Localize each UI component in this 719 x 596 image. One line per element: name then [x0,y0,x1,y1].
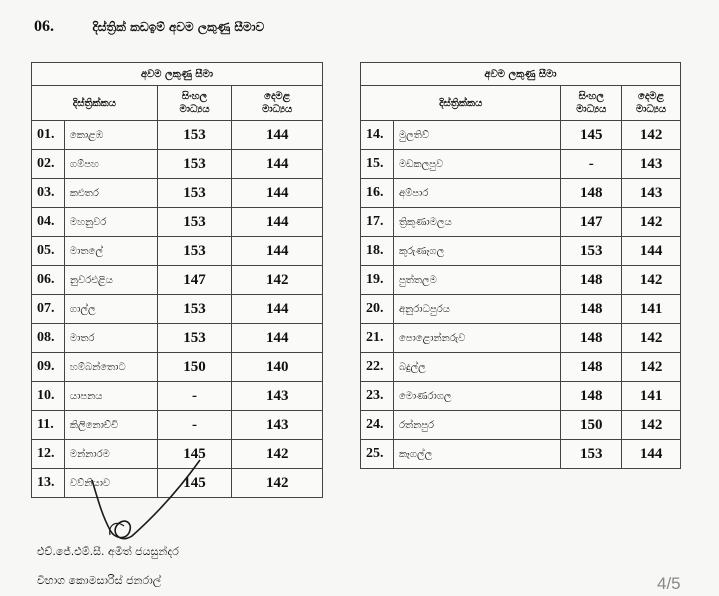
page-indicator: 4/5 [657,574,681,593]
row-number: 10. [32,382,65,411]
tamil-cutoff: 144 [232,237,323,266]
sinhala-cutoff: 153 [157,150,232,179]
district-name: පුත්තලම [393,266,560,295]
row-number: 25. [361,440,394,469]
row-number: 21. [361,324,394,353]
sinhala-cutoff: 148 [561,324,622,353]
tamil-cutoff: 141 [622,382,681,411]
sinhala-cutoff: 153 [157,208,232,237]
row-number: 20. [361,295,394,324]
district-name: කෑගල්ල [393,440,560,469]
section-number: 06. [34,18,54,35]
row-number: 18. [361,237,394,266]
tamil-cutoff: 142 [622,411,681,440]
sinhala-cutoff: 153 [157,237,232,266]
row-number: 02. [32,150,65,179]
district-name: කළුතර [64,179,157,208]
row-number: 23. [361,382,394,411]
tamil-cutoff: 144 [232,121,323,150]
sinhala-cutoff: - [157,411,232,440]
sinhala-cutoff: 148 [561,353,622,382]
sinhala-cutoff: 150 [157,353,232,382]
table-row [361,121,681,150]
tamil-cutoff: 144 [622,237,681,266]
tamil-cutoff: 144 [622,440,681,469]
tamil-medium-header: දෙමළ මාධ්‍යය [232,86,323,121]
row-number: 04. [32,208,65,237]
table-row [32,382,323,411]
district-name: අම්පාර [393,179,560,208]
table-row [32,266,323,295]
district-name: හම්බන්තොට [64,353,157,382]
sinhala-cutoff: 153 [157,121,232,150]
row-number: 15. [361,150,394,179]
district-name: රත්නපුර [393,411,560,440]
tamil-cutoff: 142 [622,353,681,382]
sinhala-cutoff: 147 [157,266,232,295]
tamil-cutoff: 143 [622,150,681,179]
row-number: 16. [361,179,394,208]
sinhala-medium-header: සිංහල මාධ්‍යය [157,86,232,121]
table-caption: අවම ලකුණු සීමා [32,63,323,86]
sinhala-cutoff: 147 [561,208,622,237]
tamil-cutoff: 142 [232,266,323,295]
sinhala-cutoff: 150 [561,411,622,440]
table-row [32,353,323,382]
tamil-cutoff: 144 [232,208,323,237]
district-name: මාතලේ [64,237,157,266]
row-number: 13. [32,469,65,498]
table-row [32,324,323,353]
table-row [361,179,681,208]
sinhala-cutoff: 145 [157,440,232,469]
row-number: 03. [32,179,65,208]
table-row [361,150,681,179]
sinhala-cutoff: 145 [157,469,232,498]
tamil-medium-header: දෙමළ මාධ්‍යය [622,86,681,121]
table-row [361,324,681,353]
signatory-title: විභාග කොමසාරිස් ජනරාල් [37,574,162,587]
row-number: 01. [32,121,65,150]
tamil-cutoff: 143 [622,179,681,208]
table-row [361,237,681,266]
tamil-cutoff: 140 [232,353,323,382]
tamil-cutoff: 142 [232,440,323,469]
district-name: වව්නියාව [64,469,157,498]
district-name: කිලිනොච්චි [64,411,157,440]
table-row [361,411,681,440]
row-number: 22. [361,353,394,382]
row-number: 17. [361,208,394,237]
district-name: යාපනය [64,382,157,411]
district-name: කුරුණෑගල [393,237,560,266]
tamil-cutoff: 144 [232,179,323,208]
sinhala-cutoff: 153 [157,324,232,353]
tamil-cutoff: 142 [622,266,681,295]
table-row [32,179,323,208]
district-name: බදුල්ල [393,353,560,382]
sinhala-cutoff: 153 [157,295,232,324]
tamil-cutoff: 142 [622,324,681,353]
tamil-cutoff: 142 [622,121,681,150]
tamil-cutoff: 144 [232,324,323,353]
row-number: 06. [32,266,65,295]
section-title: දිස්ත්‍රික් කඩඉම් අවම ලකුණු සීමාව [92,20,265,34]
sinhala-cutoff: 148 [561,266,622,295]
sinhala-medium-header: සිංහල මාධ්‍යය [561,86,622,121]
district-name: කොළඹ [64,121,157,150]
table-row [361,266,681,295]
row-number: 08. [32,324,65,353]
row-number: 19. [361,266,394,295]
table-row [32,411,323,440]
section-heading [34,18,264,36]
district-name: මාතර [64,324,157,353]
cutoff-table-right [360,62,681,469]
sinhala-cutoff: 148 [561,295,622,324]
sinhala-cutoff: - [157,382,232,411]
tamil-cutoff: 144 [232,295,323,324]
cutoff-table-left [31,62,323,498]
signatory-name: එච්.ජේ.එම්.සී. අමිත් ජයසුන්දර [37,545,179,558]
table-row [361,295,681,324]
district-name: මුලතිව් [393,121,560,150]
row-number: 09. [32,353,65,382]
sinhala-cutoff: - [561,150,622,179]
row-number: 07. [32,295,65,324]
district-name: මහනුවර [64,208,157,237]
district-header: දිස්ත්‍රික්කය [32,86,158,121]
district-name: මඩකලපුව [393,150,560,179]
row-number: 14. [361,121,394,150]
district-name: මොණරාගල [393,382,560,411]
sinhala-cutoff: 153 [561,237,622,266]
district-header: දිස්ත්‍රික්කය [361,86,561,121]
table-row [32,208,323,237]
tamil-cutoff: 143 [232,382,323,411]
table-row [361,440,681,469]
district-name: ගාල්ල [64,295,157,324]
table-row [361,353,681,382]
tamil-cutoff: 143 [232,411,323,440]
row-number: 24. [361,411,394,440]
table-row [32,150,323,179]
row-number: 12. [32,440,65,469]
district-name: නුවරඑළිය [64,266,157,295]
district-name: ත්‍රිකුණාමලය [393,208,560,237]
table-row [32,295,323,324]
district-name: අනුරාධපුරය [393,295,560,324]
table-row [361,382,681,411]
sinhala-cutoff: 145 [561,121,622,150]
tamil-cutoff: 141 [622,295,681,324]
sinhala-cutoff: 148 [561,179,622,208]
sinhala-cutoff: 153 [157,179,232,208]
table-caption: අවම ලකුණු සීමා [361,63,681,86]
tamil-cutoff: 142 [622,208,681,237]
table-row [361,208,681,237]
sinhala-cutoff: 148 [561,382,622,411]
district-name: පොළොන්නරුව [393,324,560,353]
table-row [32,121,323,150]
row-number: 11. [32,411,65,440]
sinhala-cutoff: 153 [561,440,622,469]
district-name: මන්නාරම [64,440,157,469]
tamil-cutoff: 144 [232,150,323,179]
table-row [32,237,323,266]
signature-mark [80,440,210,550]
tamil-cutoff: 142 [232,469,323,498]
district-name: ගම්පහ [64,150,157,179]
row-number: 05. [32,237,65,266]
